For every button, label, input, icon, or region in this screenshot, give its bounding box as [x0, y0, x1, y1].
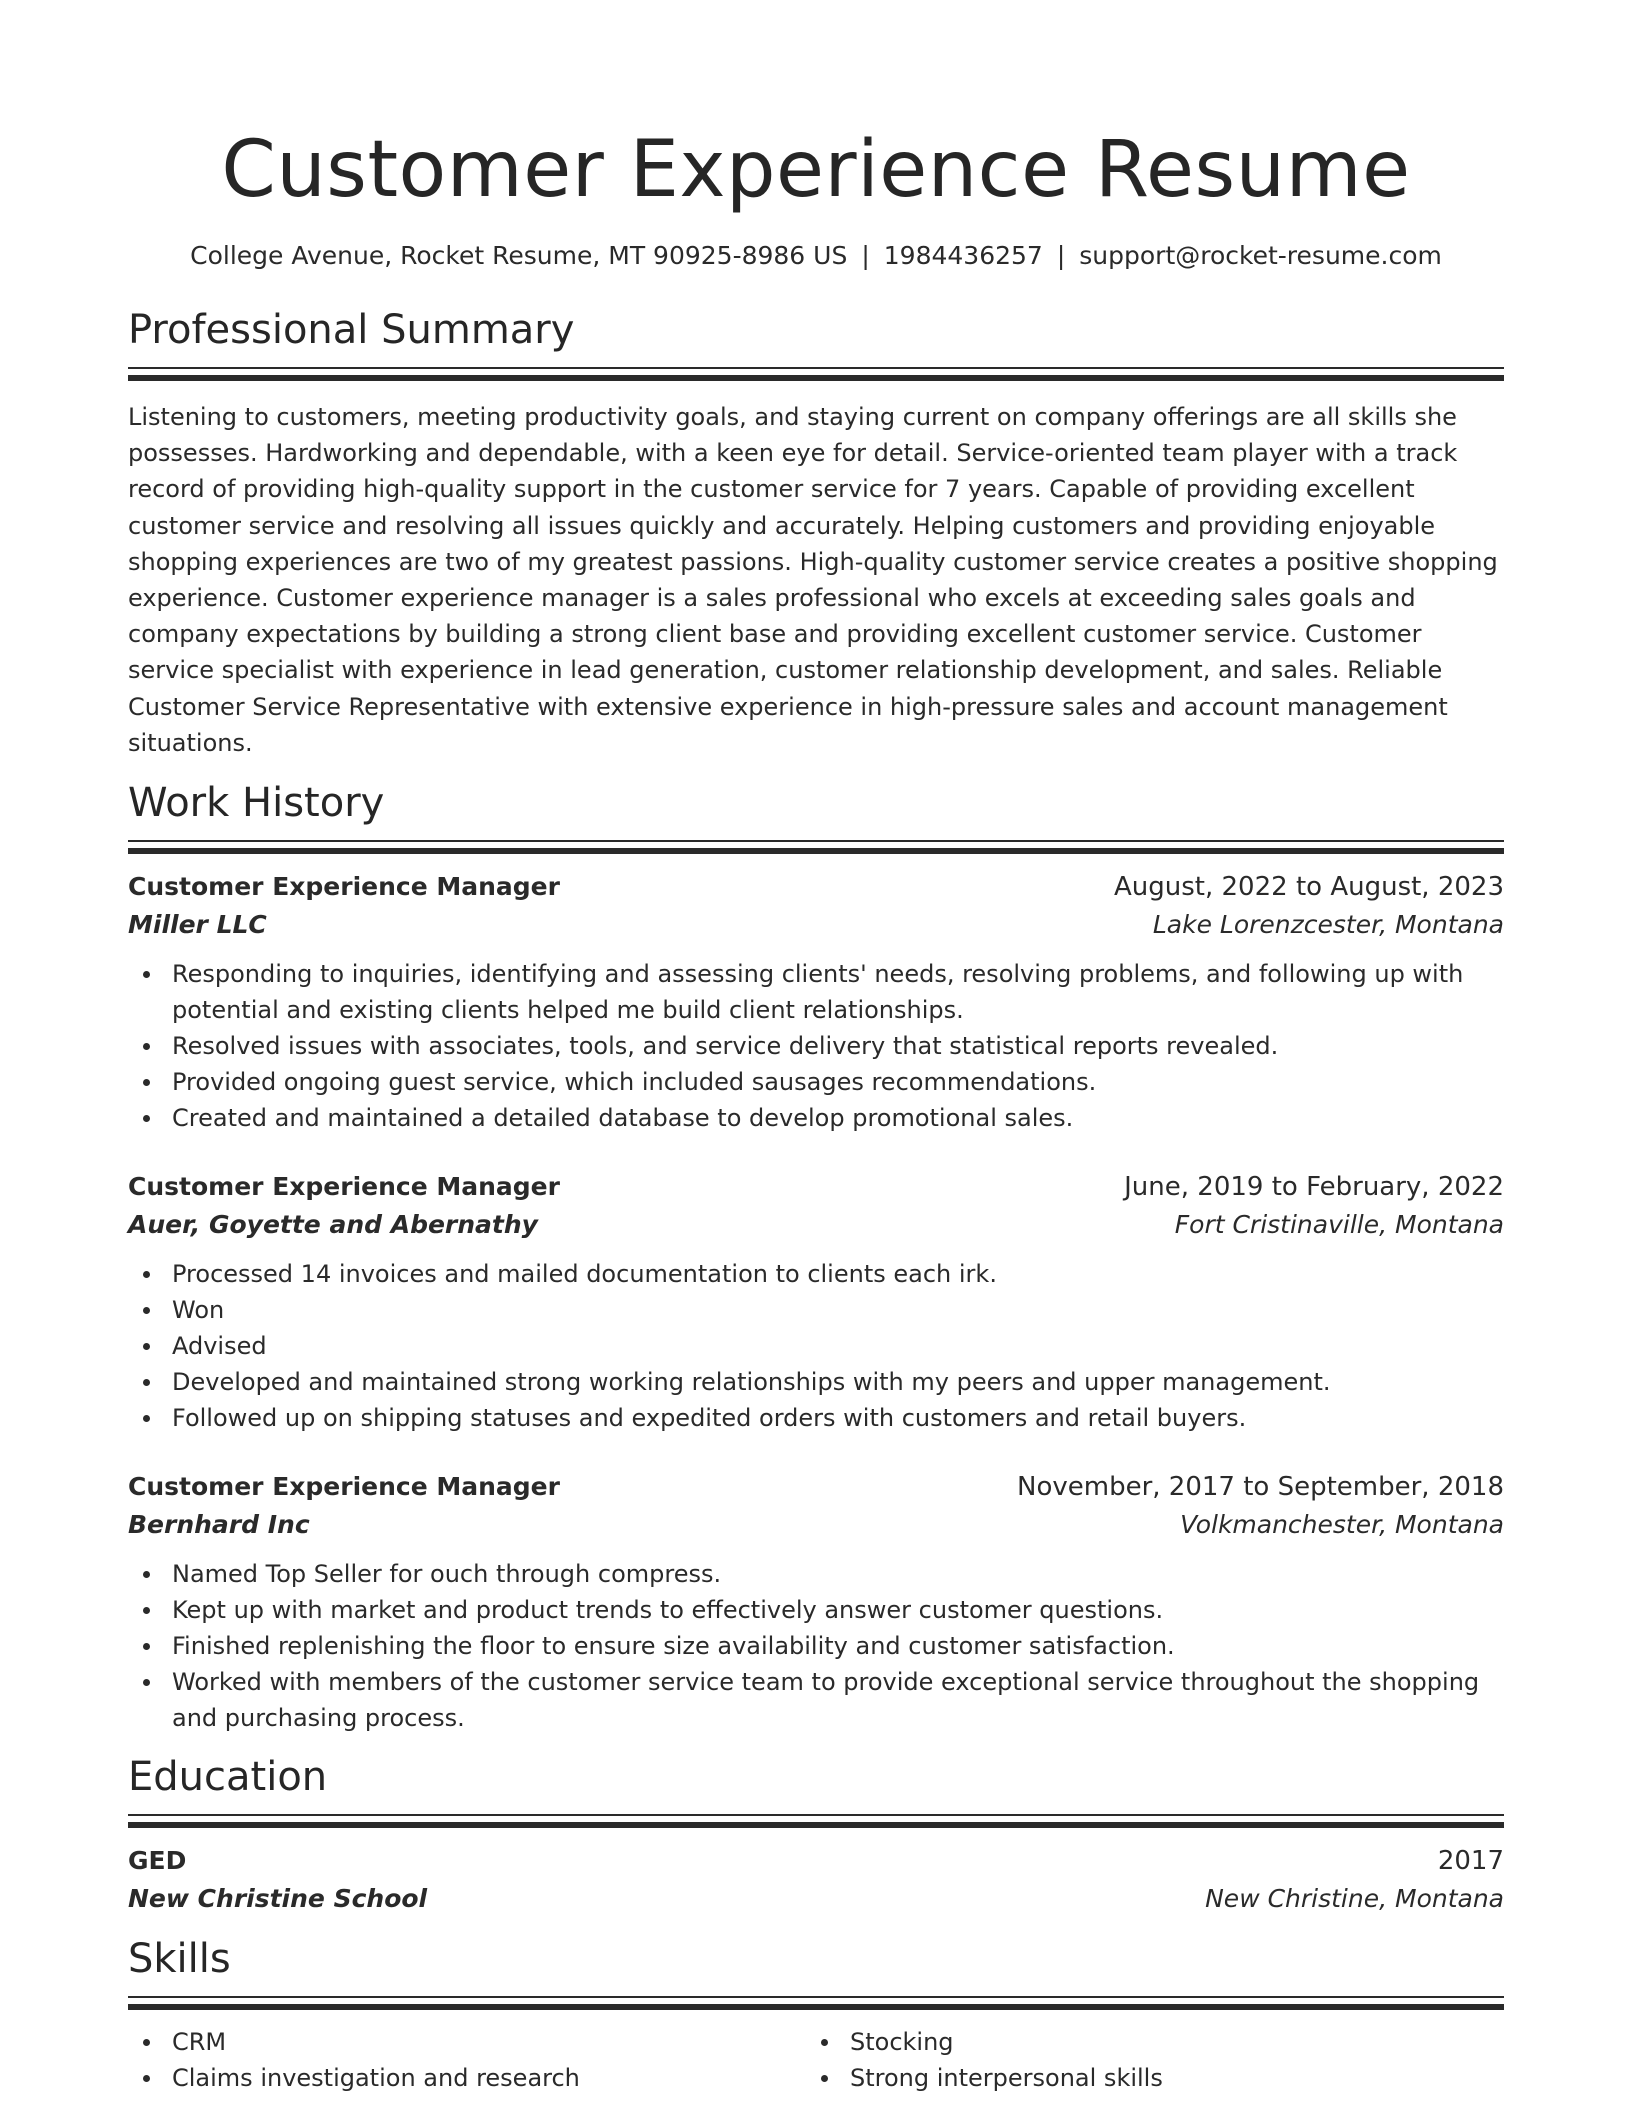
- job-entry: [128, 1168, 1504, 1436]
- list-item: CRM: [128, 2024, 806, 2060]
- list-item: Responding to inquiries, identifying and assessing clients' needs, resolving problems, and following up with potential and existing clients helped me build client relationships.: [128, 956, 1504, 1028]
- list-item: Resolved issues with associates, tools, and service delivery that statistical reports revealed.: [128, 1028, 1504, 1064]
- job-bullet-list: [128, 956, 1504, 1136]
- job-location: Volkmanchester, Montana: [1180, 1510, 1504, 1540]
- list-item: Named Top Seller for ouch through compress.: [128, 1556, 1504, 1592]
- job-company: Bernhard Inc: [128, 1510, 310, 1540]
- list-item: Worked with members of the customer service team to provide exceptional service throughout the shopping and purchasing process.: [128, 1664, 1504, 1736]
- list-item: Claims investigation and research: [128, 2060, 806, 2096]
- job-title: Customer Experience Manager: [128, 872, 560, 902]
- education-school: New Christine School: [128, 1884, 428, 1914]
- contact-address: College Avenue, Rocket Resume, MT 90925-8986 US: [190, 241, 848, 270]
- section-divider: [128, 840, 1504, 856]
- education-entry: [128, 1842, 1504, 1918]
- job-dates: November, 2017 to September, 2018: [1017, 1472, 1504, 1503]
- skills-column-right: [806, 2024, 1484, 2096]
- job-title: Customer Experience Manager: [128, 1172, 560, 1202]
- education-degree: GED: [128, 1846, 187, 1876]
- skills-list: [128, 2024, 1504, 2096]
- section-title-skills: Skills: [128, 1936, 231, 1983]
- job-location: Fort Cristinaville, Montana: [1174, 1210, 1504, 1240]
- list-item: Created and maintained a detailed database to develop promotional sales.: [128, 1100, 1504, 1136]
- section-divider: [128, 367, 1504, 383]
- section-title-education: Education: [128, 1754, 328, 1801]
- list-item: Finished replenishing the floor to ensure size availability and customer satisfaction.: [128, 1628, 1504, 1664]
- education-section: [128, 1750, 1504, 1918]
- job-entry: [128, 868, 1504, 1136]
- contact-separator: |: [1056, 241, 1066, 270]
- contact-separator: |: [861, 241, 870, 270]
- contact-phone: 1984436257: [883, 241, 1043, 270]
- summary-text: Listening to customers, meeting productivity goals, and staying current on company offerings are all skills she possesses. Hardworking and dependable, with a keen eye for detail. Service-oriented team player with a track record of providing high-quality support in the customer service for 7 years. Capable of providing excellent customer service and resolving all issues quickly and accurately. Helping customers and providing enjoyable shopping experiences are two of my greatest passions. High-quality customer service creates a positive shopping experience. Customer experience manager is a sales professional who excels at exceeding sales goals and company expectations by building a strong client base and providing excellent customer service. Customer service specialist with experience in lead generation, customer relationship development, and sales. Reliable Customer Service Representative with extensive experience in high-pressure sales and account management situations.: [128, 403, 1498, 757]
- list-item: Strong interpersonal skills: [806, 2060, 1484, 2096]
- job-dates: June, 2019 to February, 2022: [1124, 1172, 1504, 1203]
- work-history-section: [128, 776, 1504, 1736]
- job-bullet-list: [128, 1256, 1504, 1436]
- list-item: Processed 14 invoices and mailed documentation to clients each irk.: [128, 1256, 1504, 1292]
- contact-email: support@rocket-resume.com: [1079, 241, 1442, 270]
- education-year: 2017: [1437, 1846, 1504, 1877]
- contact-line: [128, 238, 1504, 274]
- section-divider: [128, 1814, 1504, 1830]
- section-divider: [128, 1996, 1504, 2012]
- education-location: New Christine, Montana: [1205, 1884, 1504, 1914]
- resume-title: Customer Experience Resume: [221, 125, 1411, 215]
- job-entry: [128, 1468, 1504, 1736]
- skills-section: [128, 1932, 1504, 2096]
- job-title: Customer Experience Manager: [128, 1472, 560, 1502]
- section-title-work-history: Work History: [128, 780, 385, 827]
- skills-column-left: [128, 2024, 806, 2096]
- list-item: Advised: [128, 1328, 1504, 1364]
- list-item: Followed up on shipping statuses and expedited orders with customers and retail buyers.: [128, 1400, 1504, 1436]
- list-item: Developed and maintained strong working relationships with my peers and upper management.: [128, 1364, 1504, 1400]
- list-item: Kept up with market and product trends to effectively answer customer questions.: [128, 1592, 1504, 1628]
- list-item: Won: [128, 1292, 1504, 1328]
- job-company: Auer, Goyette and Abernathy: [128, 1210, 538, 1240]
- summary-section: [128, 303, 1504, 761]
- list-item: Stocking: [806, 2024, 1484, 2060]
- list-item: Provided ongoing guest service, which included sausages recommendations.: [128, 1064, 1504, 1100]
- job-dates: August, 2022 to August, 2023: [1114, 872, 1504, 903]
- job-location: Lake Lorenzcester, Montana: [1152, 910, 1504, 940]
- job-company: Miller LLC: [128, 910, 267, 940]
- section-title-summary: Professional Summary: [128, 307, 575, 353]
- job-bullet-list: [128, 1556, 1504, 1736]
